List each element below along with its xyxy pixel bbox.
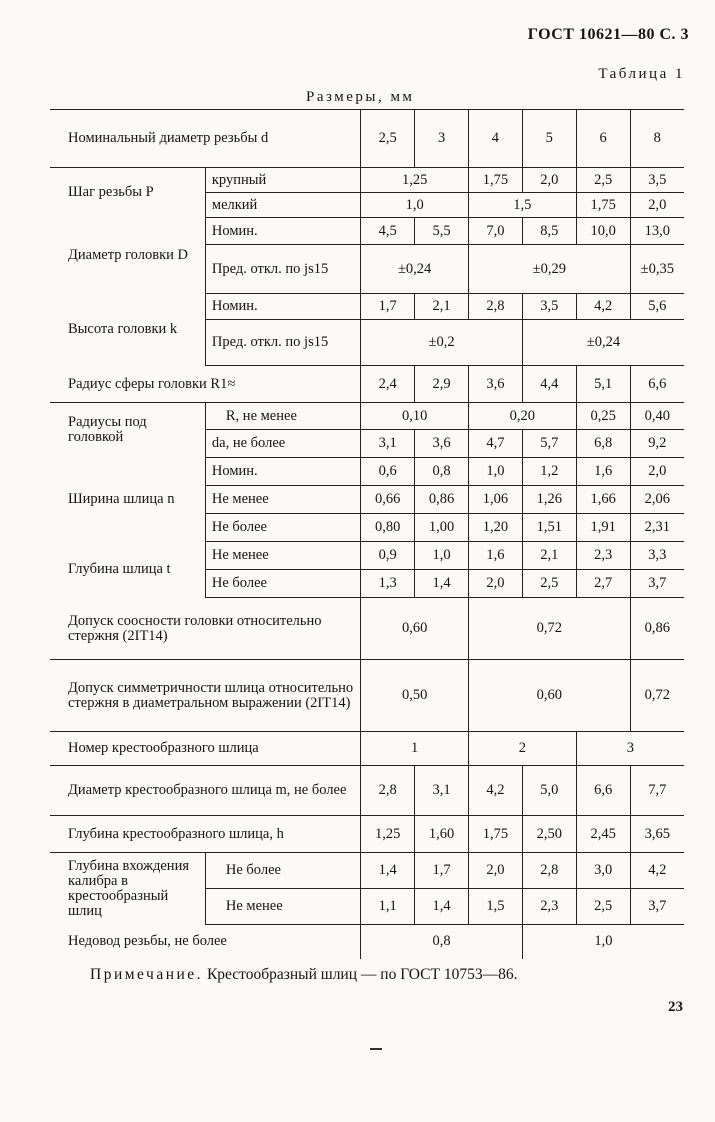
table-row: Допуск соосности головки относительно стержня (2IT14) 0,60 0,72 0,86 <box>50 598 684 660</box>
table-row: Ширина шлица n Номин. 0,6 0,8 1,0 1,2 1,6 2,0 <box>50 458 684 486</box>
table-row: мелкий 1,0 1,5 1,75 2,0 <box>50 193 684 218</box>
table-row: Шаг резьбы P крупный 1,25 1,75 2,0 2,5 3,5 <box>50 168 684 193</box>
units-caption: Размеры, мм <box>306 89 415 105</box>
table-row: Глубина крестообразного шлица, h 1,25 1,60 1,75 2,50 2,45 3,65 <box>50 816 684 853</box>
document-header: ГОСТ 10621—80 С. 3 <box>527 26 689 43</box>
table-number: Таблица 1 <box>598 66 685 82</box>
page-number: 23 <box>668 999 683 1015</box>
table-row: Не более 0,80 1,00 1,20 1,51 1,91 2,31 <box>50 514 684 542</box>
table-row: Номинальный диаметр резьбы d 2,5 3 4 5 6 8 <box>50 110 684 168</box>
table-row: Пред. откл. по js15 ±0,24 ±0,29 ±0,35 <box>50 245 684 294</box>
table-row: Не менее 0,66 0,86 1,06 1,26 1,66 2,06 <box>50 486 684 514</box>
table-row: Допуск симметричности шлица относительно стержня в диаметральном выражении (2IT14) 0,50 0,60 0,72 <box>50 660 684 732</box>
table-row: Глубина шлица t Не менее 0,9 1,0 1,6 2,1 2,3 3,3 <box>50 542 684 570</box>
table-row: Недовод резьбы, не более 0,8 1,0 <box>50 925 684 959</box>
table-row: Пред. откл. по js15 ±0,2 ±0,24 <box>50 320 684 366</box>
table-row: da, не более 3,1 3,6 4,7 5,7 6,8 9,2 <box>50 430 684 458</box>
dimensions-table <box>50 109 684 959</box>
table-row: Радиусы под головкой R, не менее 0,10 0,20 0,25 0,40 <box>50 403 684 430</box>
table-row: Диаметр крестообразного шлица m, не более 2,8 3,1 4,2 5,0 6,6 7,7 <box>50 766 684 816</box>
table-row: Радиус сферы головки R1≈ 2,4 2,9 3,6 4,4 5,1 6,6 <box>50 366 684 403</box>
table-note <box>90 966 517 984</box>
note-text: Крестообразный шлиц — по ГОСТ 10753—86. <box>203 966 518 983</box>
table-row: Диаметр головки D Номин. 4,5 5,5 7,0 8,5 10,0 13,0 <box>50 218 684 245</box>
table-row: Высота головки k Номин. 1,7 2,1 2,8 3,5 4,2 5,6 <box>50 294 684 320</box>
note-prefix: Примечание. <box>90 966 204 983</box>
decorative-dash <box>370 1048 382 1050</box>
table-row: Номер крестообразного шлица 1 2 3 <box>50 732 684 766</box>
table-row: Не менее 1,1 1,4 1,5 2,3 2,5 3,7 <box>50 889 684 925</box>
table-row: Не более 1,3 1,4 2,0 2,5 2,7 3,7 <box>50 570 684 598</box>
table-row: Глубина вхождения калибра в крестообразный шлиц Не более 1,4 1,7 2,0 2,8 3,0 4,2 <box>50 853 684 889</box>
